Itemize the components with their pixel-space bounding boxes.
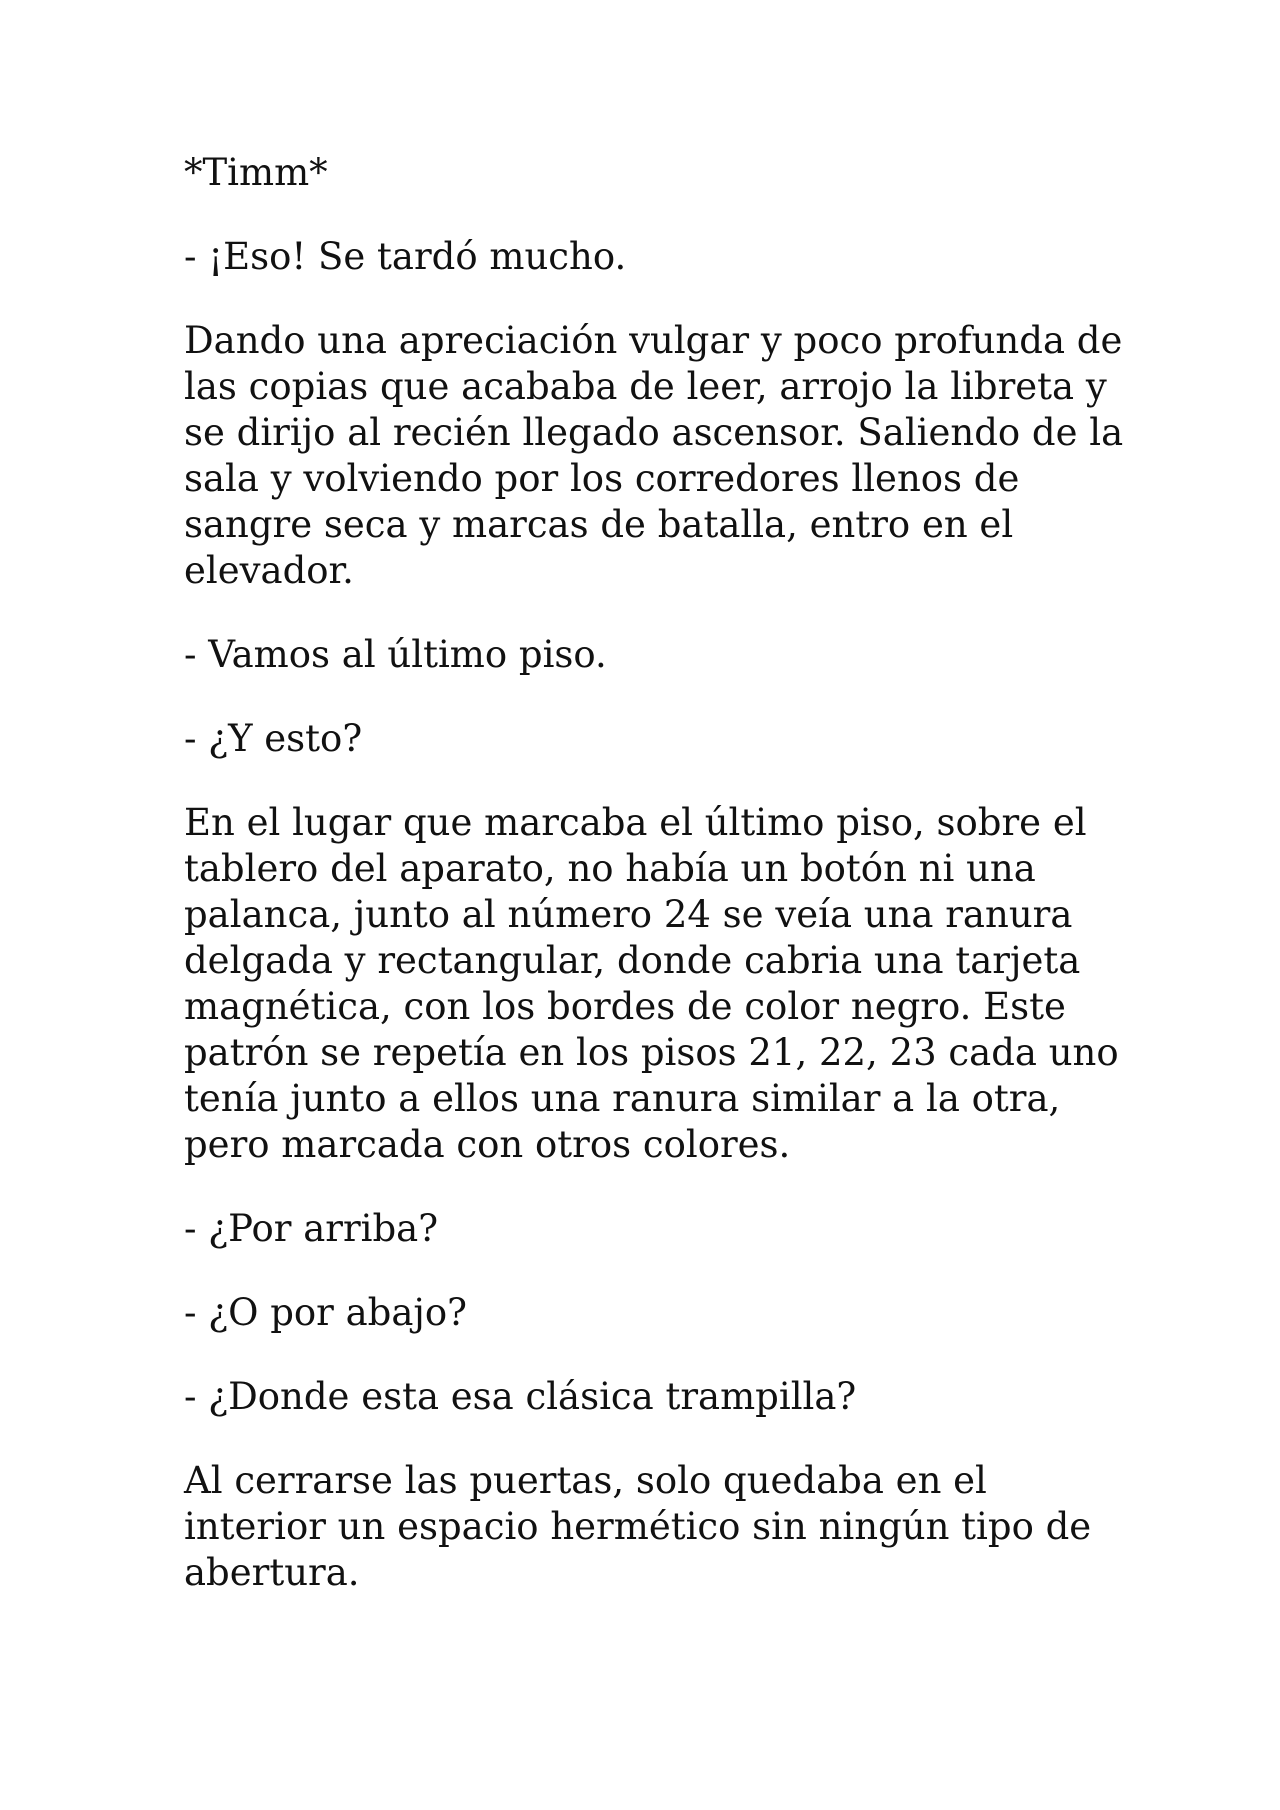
paragraph-narration: Al cerrarse las puertas, solo quedaba en el interior un espacio hermético sin ningún tipo de abertura. [184, 1459, 1092, 1594]
document-page [184, 150, 1124, 1634]
paragraph-dialogue: - ¿Por arriba? [184, 1207, 439, 1250]
paragraph-dialogue: - ¡Eso! Se tardó mucho. [184, 235, 627, 278]
paragraph-dialogue: - ¿O por abajo? [184, 1291, 467, 1334]
paragraph-dialogue: - ¿Y esto? [184, 717, 363, 760]
paragraph-heading: *Timm* [184, 151, 328, 194]
paragraph-dialogue: - Vamos al último piso. [184, 633, 607, 676]
paragraph-dialogue: - ¿Donde esta esa clásica trampilla? [184, 1375, 857, 1418]
paragraph-narration: Dando una apreciación vulgar y poco profunda de las copias que acababa de leer, arrojo la libreta y se dirijo al recién llegado ascensor. Saliendo de la sala y volviendo por los corredores llenos de sangre seca y marcas de batalla, entro en el elevador. [184, 319, 1124, 592]
paragraph-narration: En el lugar que marcaba el último piso, sobre el tablero del aparato, no había un botón ni una palanca, junto al número 24 se veía una ranura delgada y rectangular, donde cabria una tarjeta magnética, con los bordes de color negro. Este patrón se repetía en los pisos 21, 22, 23 cada uno tenía junto a ellos una ranura similar a la otra, pero marcada con otros colores. [184, 801, 1119, 1166]
